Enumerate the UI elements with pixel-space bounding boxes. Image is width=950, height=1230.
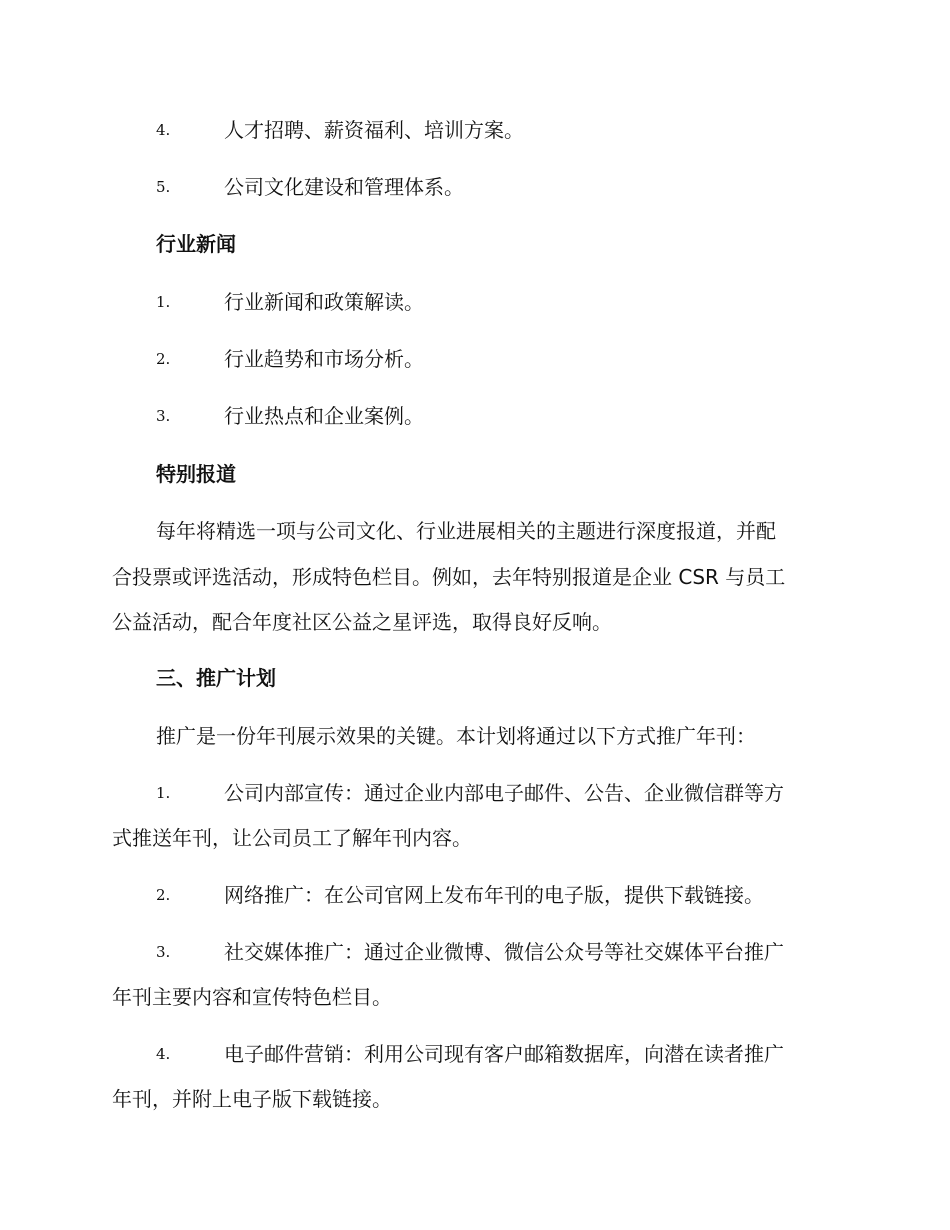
- list-item-text: 公司内部宣传：通过企业内部电子邮件、公告、企业微信群等方: [224, 781, 784, 805]
- list-item-number: 4.: [156, 1045, 171, 1063]
- list-item-continuation: [0, 977, 950, 1017]
- list-item-number: 5.: [156, 178, 171, 196]
- list-item: [0, 110, 950, 150]
- list-item-text: 行业新闻和政策解读。: [224, 290, 424, 314]
- list-item-text: 行业趋势和市场分析。: [224, 347, 424, 371]
- list-item: [0, 1034, 950, 1074]
- list-item: [0, 932, 950, 972]
- paragraph-line: [0, 511, 950, 551]
- list-item: [0, 167, 950, 207]
- paragraph-line: [0, 557, 950, 597]
- list-item: [0, 773, 950, 813]
- list-item-number: 1.: [156, 293, 171, 311]
- heading-text: 行业新闻: [156, 232, 236, 256]
- list-item-number: 3.: [156, 943, 171, 961]
- section-heading-special: [0, 454, 950, 494]
- list-item-text: 年刊，并附上电子版下载链接。: [112, 1087, 392, 1111]
- list-item-text: 电子邮件营销：利用公司现有客户邮箱数据库，向潜在读者推广: [224, 1042, 784, 1066]
- list-item-text: 网络推广：在公司官网上发布年刊的电子版，提供下载链接。: [224, 883, 764, 907]
- paragraph-text: 公益活动，配合年度社区公益之星评选，取得良好反响。: [112, 610, 612, 634]
- list-item: [0, 282, 950, 322]
- heading-text: 特别报道: [156, 462, 236, 486]
- section-heading-industry: [0, 224, 950, 264]
- list-item-number: 3.: [156, 407, 171, 425]
- list-item-text: 社交媒体推广：通过企业微博、微信公众号等社交媒体平台推广: [224, 940, 784, 964]
- paragraph-line: [0, 602, 950, 642]
- section-heading-promotion: [0, 658, 950, 698]
- heading-text: 三、推广计划: [156, 666, 276, 690]
- list-item-text: 公司文化建设和管理体系。: [224, 175, 464, 199]
- paragraph-text: 合投票或评选活动，形成特色栏目。例如，去年特别报道是企业 CSR 与员工: [112, 565, 786, 589]
- list-item: [0, 875, 950, 915]
- list-item: [0, 396, 950, 436]
- list-item-continuation: [0, 818, 950, 858]
- list-item-text: 式推送年刊，让公司员工了解年刊内容。: [112, 826, 472, 850]
- paragraph-line: [0, 716, 950, 756]
- paragraph-text: 每年将精选一项与公司文化、行业进展相关的主题进行深度报道，并配: [156, 519, 776, 543]
- list-item-number: 1.: [156, 784, 171, 802]
- paragraph-text: 推广是一份年刊展示效果的关键。本计划将通过以下方式推广年刊：: [156, 724, 756, 748]
- list-item: [0, 339, 950, 379]
- list-item-number: 2.: [156, 350, 171, 368]
- list-item-text: 年刊主要内容和宣传特色栏目。: [112, 985, 392, 1009]
- list-item-continuation: [0, 1079, 950, 1119]
- list-item-number: 2.: [156, 886, 171, 904]
- list-item-text: 行业热点和企业案例。: [224, 404, 424, 428]
- list-item-number: 4.: [156, 121, 171, 139]
- list-item-text: 人才招聘、薪资福利、培训方案。: [224, 118, 524, 142]
